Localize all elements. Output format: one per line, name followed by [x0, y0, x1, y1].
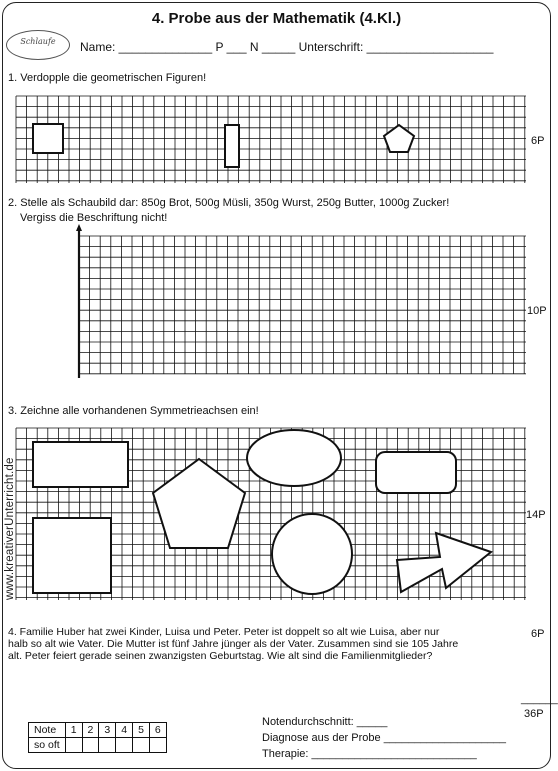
grade-cell: 1 — [65, 723, 82, 738]
task-4-text-2: halb so alt wie Vater. Die Mutter ist fünf Jahre jünger als der Vater. Zusammen sind sie 105 Jahre — [8, 638, 459, 650]
grade-cell: 5 — [133, 723, 150, 738]
grid-task-1 — [16, 96, 526, 183]
grade-cell: 4 — [116, 723, 133, 738]
grade-cell: 2 — [82, 723, 99, 738]
logo-text: Schlaufe — [20, 37, 56, 46]
rounded-rectangle-shape — [376, 452, 456, 493]
count-label: so oft — [29, 738, 66, 753]
average-line: Notendurchschnitt: _____ — [262, 716, 388, 728]
task-4-points: 6P — [531, 628, 545, 640]
task-2-text-2: Vergiss die Beschriftung nicht! — [20, 212, 168, 224]
diagnosis-line: Diagnose aus der Probe ____________________ — [262, 732, 507, 744]
task-3-points: 14P — [526, 509, 546, 521]
square-shape — [33, 124, 63, 153]
arrow-shape — [397, 533, 491, 592]
pentagon-shape-large — [153, 459, 245, 548]
square-shape-large — [33, 518, 111, 593]
task-2-text: 2. Stelle als Schaubild dar: 850g Brot, 500g Müsli, 350g Wurst, 250g Butter, 1000g Zucker! — [8, 197, 450, 209]
task-3-text: 3. Zeichne alle vorhandenen Symmetrieachsen ein! — [8, 405, 259, 417]
grade-cell: 3 — [99, 723, 116, 738]
task-2-points: 10P — [527, 305, 547, 317]
ellipse-shape — [247, 430, 341, 486]
task-4-text-3: alt. Peter feiert gerade seinen zwanzigsten Geburtstag. Wie alt sind die Familienmitglieder? — [8, 650, 433, 662]
website-watermark: www.kreativerUnterricht.de — [4, 457, 16, 600]
grade-cell: 6 — [149, 723, 166, 738]
task-1-points: 6P — [531, 135, 545, 147]
page-title: 4. Probe aus der Mathematik (4.Kl.) — [151, 10, 402, 27]
task-1-text: 1. Verdopple die geometrischen Figuren! — [8, 72, 207, 84]
circle-shape — [272, 514, 352, 594]
grid-task-2 — [79, 236, 526, 374]
tall-rectangle-shape — [225, 125, 239, 167]
therapy-line: Therapie: ___________________________ — [262, 748, 477, 760]
y-axis-arrow-icon — [76, 224, 82, 231]
total-line: ______ — [521, 693, 558, 705]
grade-label: Note — [29, 723, 66, 738]
pentagon-shape — [384, 125, 414, 152]
task-4-text: 4. Familie Huber hat zwei Kinder, Luisa und Peter. Peter ist doppelt so alt wie Luisa, aber nur — [8, 626, 440, 638]
rectangle-shape — [33, 442, 128, 487]
total-points: 36P — [524, 708, 544, 720]
name-line: Name: ______________ P ___ N _____ Unterschrift: ___________________ — [80, 40, 494, 54]
